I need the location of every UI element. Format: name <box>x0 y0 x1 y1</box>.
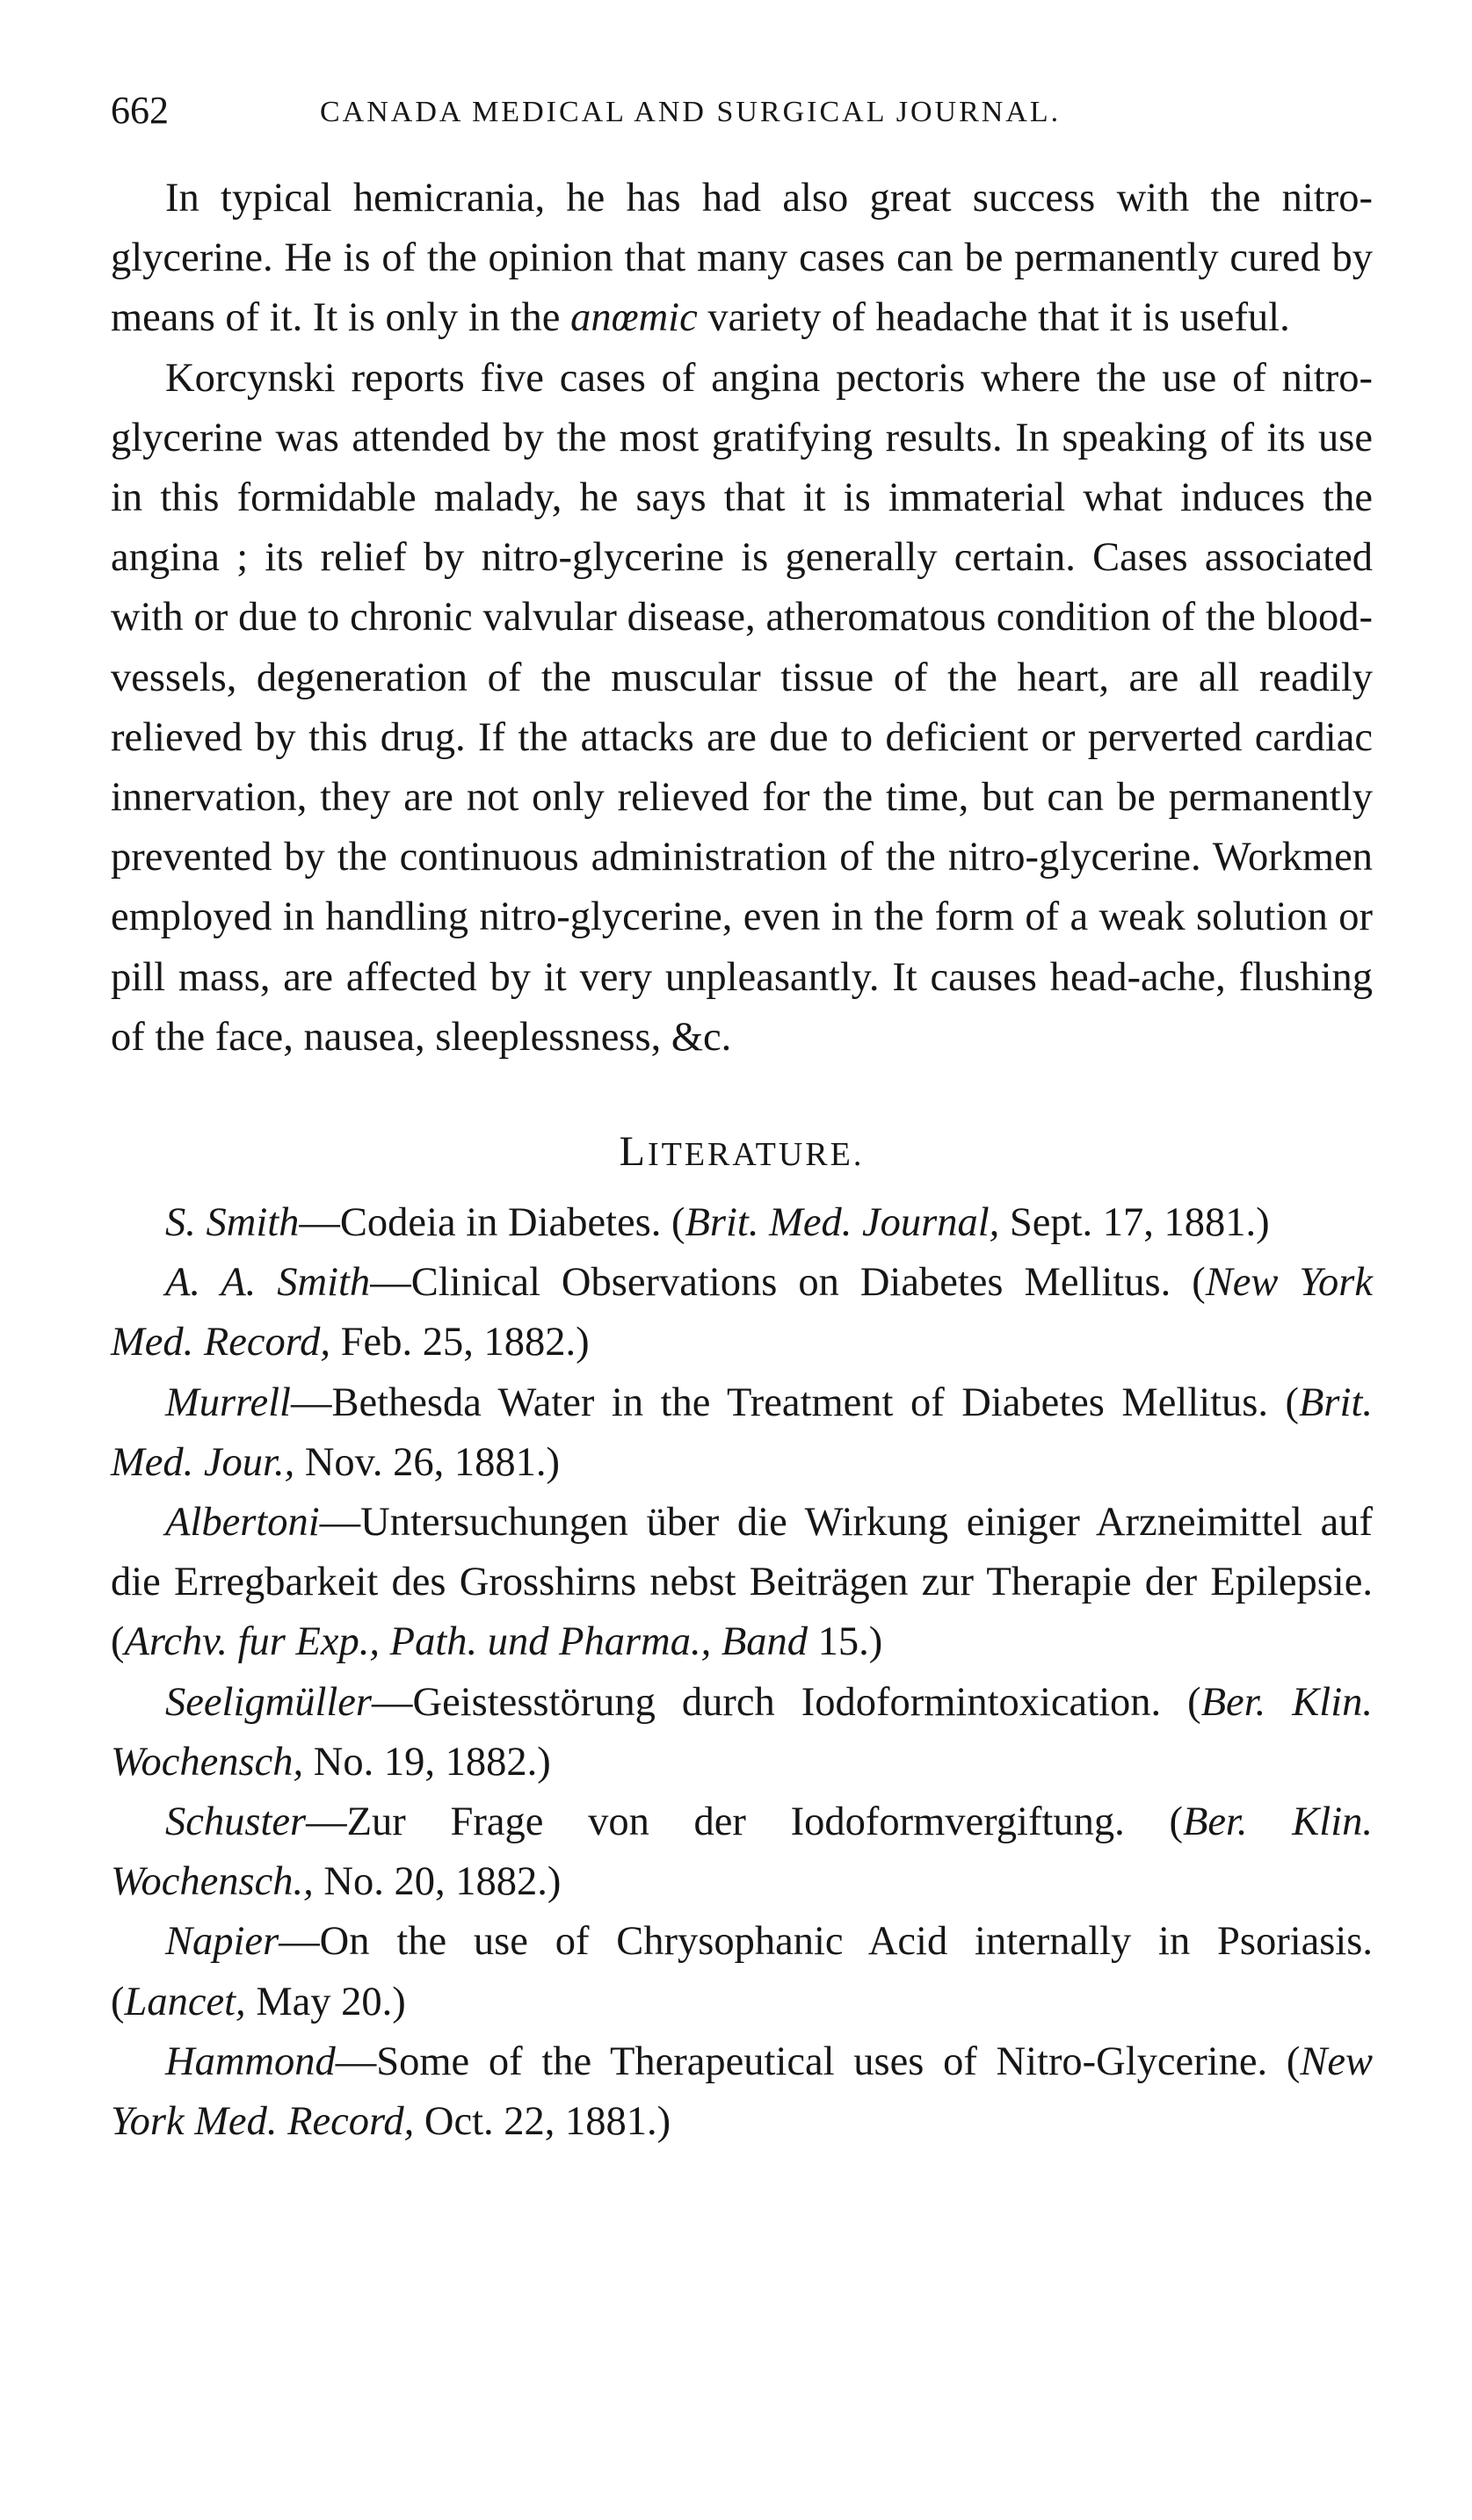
reference-author: Albertoni <box>165 1500 320 1546</box>
paragraph-hemicrania <box>111 169 1373 349</box>
reference-item <box>111 1193 1373 1253</box>
reference-date: Nov. 26, 1881.) <box>294 1439 561 1485</box>
reference-paren: ( <box>1192 1260 1206 1306</box>
reference-author: Schuster <box>165 1799 307 1845</box>
reference-title: —Codeia in Diabetes. <box>299 1200 671 1246</box>
reference-title: —Zur Frage von der Iodoformvergiftung. <box>306 1799 1170 1845</box>
reference-source: Archv. fur Exp., Path. und Pharma., Band <box>124 1619 808 1665</box>
article-body <box>111 169 1373 2152</box>
reference-source: New York Med. Record, <box>111 2038 1373 2145</box>
reference-date: No. 19, 1882.) <box>303 1739 551 1785</box>
paragraph-text: variety of headache that it is useful. <box>697 295 1290 341</box>
reference-item <box>111 2032 1373 2152</box>
reference-author: A. A. Smith <box>165 1260 371 1306</box>
reference-title: —Bethesda Water in the Treatment of Diabetes Mellitus. <box>290 1379 1286 1425</box>
reference-source: Brit. Med. Journal, <box>685 1200 1000 1246</box>
reference-paren: ( <box>1187 1679 1201 1725</box>
reference-title: —Untersuchungen über die Wirkung einiger Arzneimittel auf die Erregbarkeit des Grosshirns nebst Beiträgen zur Therapie der Epilepsie. <box>111 1500 1373 1605</box>
reference-date: Feb. 25, 1882.) <box>330 1320 590 1365</box>
reference-source: Lancet, <box>124 1979 246 2024</box>
reference-date: Sept. 17, 1881.) <box>999 1200 1270 1246</box>
reference-paren: ( <box>1286 2038 1301 2084</box>
reference-author: Murrell <box>165 1379 291 1425</box>
paragraph-text: In typical hemicrania, he has had also great success with the nitro-glycerine. He is of the opinion that many cases can be permanently cured by means of it. It is only in the <box>111 176 1373 341</box>
reference-source: New York Med. Record, <box>111 1260 1373 1365</box>
page-number: 662 <box>111 89 169 132</box>
reference-date: May 20.) <box>245 1979 406 2024</box>
reference-paren: ( <box>111 1979 125 2024</box>
reference-author: Seeligmüller <box>165 1679 373 1725</box>
reference-author: Napier <box>165 1919 279 1965</box>
reference-title: —On the use of Chrysophanic Acid internally in Psoriasis. <box>279 1919 1373 1965</box>
reference-date: Oct. 22, 1881.) <box>414 2099 671 2145</box>
reference-paren: ( <box>1169 1799 1183 1845</box>
reference-author: Hammond <box>165 2038 336 2084</box>
reference-item <box>111 1373 1373 1493</box>
reference-source: Brit. Med. Jour., <box>111 1379 1373 1485</box>
reference-date: No. 20, 1882.) <box>313 1859 562 1905</box>
reference-date: 15.) <box>807 1619 883 1665</box>
reference-item <box>111 1673 1373 1792</box>
reference-source: Ber. Klin. Wochensch, <box>111 1679 1373 1785</box>
reference-item <box>111 1792 1373 1912</box>
paragraph-korcynski: Korcynski reports five cases of angina pectoris where the use of nitro-glycerine was attended by the most gratifying results. In speaking of its use in this formidable malady, he says that it is immaterial what induces the angina ; its relief by nitro-glycerine is generally certain. Cases associated with or due to chronic valvular disease, atheromatous condition of the blood-vessels, degeneration of the muscular tissue of the heart, are all readily relieved by this drug. If the attacks are due to deficient or perverted cardiac innervation, they are not only relieved for the time, but can be permanently prevented by the continuous administration of the nitro-glycerine. Workmen employed in handling nitro-glycerine, even in the form of a weak solution or pill mass, are affected by it very unpleasantly. It causes head-ache, flushing of the face, nausea, sleeplessness, &c. <box>111 355 1373 1060</box>
reference-item <box>111 1253 1373 1372</box>
reference-paren: ( <box>671 1200 685 1246</box>
reference-source: Ber. Klin. Wochensch., <box>111 1799 1373 1905</box>
journal-title: CANADA MEDICAL AND SURGICAL JOURNAL. <box>320 96 1062 128</box>
reference-title: —Some of the Therapeutical uses of Nitro-Glycerine. <box>335 2038 1287 2084</box>
reference-author: S. Smith <box>165 1200 300 1246</box>
heading-initial: L <box>619 1128 648 1176</box>
reference-list <box>111 1193 1373 2152</box>
reference-paren: ( <box>1285 1379 1300 1425</box>
running-head <box>111 84 1373 137</box>
italic-term: anœmic <box>570 295 698 341</box>
reference-title: —Geistesstörung durch Iodoformintoxication. <box>372 1679 1188 1725</box>
heading-rest: ITERATURE. <box>647 1136 865 1174</box>
reference-paren: ( <box>111 1619 125 1665</box>
reference-item <box>111 1912 1373 2031</box>
literature-heading <box>111 1124 1373 1183</box>
reference-item <box>111 1493 1373 1673</box>
reference-title: —Clinical Observations on Diabetes Mellitus. <box>370 1260 1193 1306</box>
